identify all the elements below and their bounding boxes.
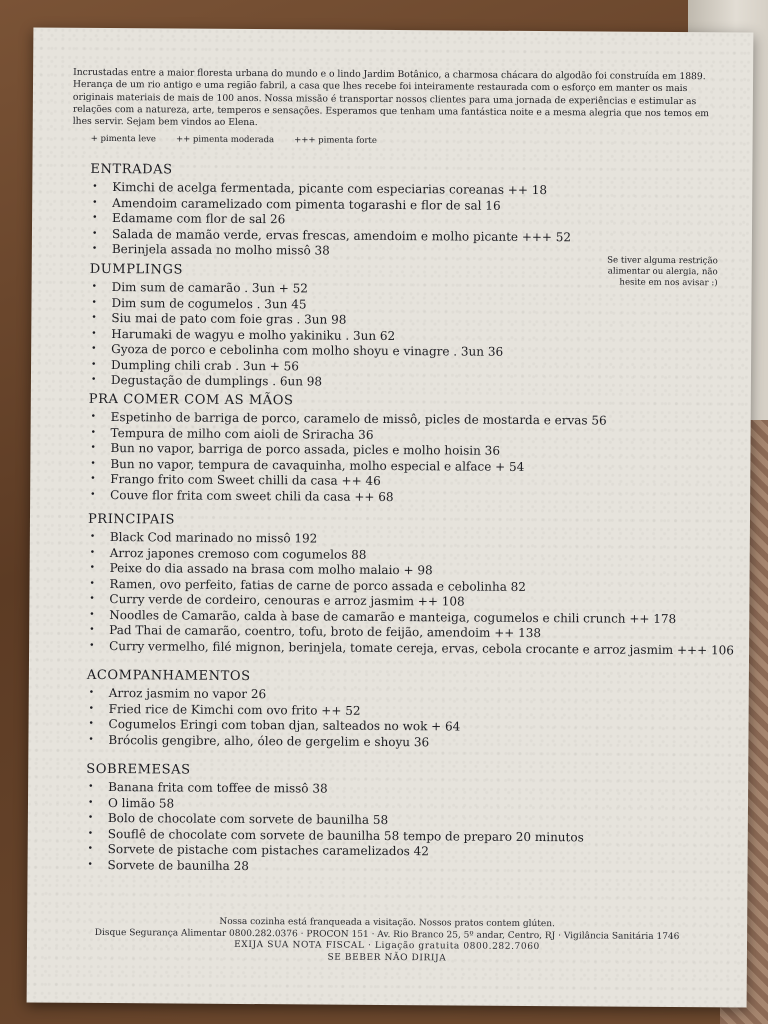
menu-item: • Pad Thai de camarão, coentro, tofu, broto de feijão, amendoim ++ 138 [87,623,737,643]
footer-line-kitchen: Nossa cozinha está franqueada a visitação. Nossos pratos contem glúten. [219,916,555,930]
legend-moderate: ++ pimenta moderada [175,134,275,146]
menu-item: • Banana frita com toffee de missô 38 [86,780,736,800]
menu-item: • Noodles de Camarão, calda à base de camarão e manteiga, cogumelos e chili crunch ++ 178 [87,607,737,627]
menu-sheet [27,27,754,1007]
menu-item: • Tempura de milho com aioli de Sriracha 36 [89,425,739,445]
section-dumplings [89,262,740,393]
section-title: SOBREMESAS [86,761,191,778]
menu-item: • Berinjela assada no molho missô 38 [90,242,740,262]
section-title: DUMPLINGS [89,261,184,278]
menu-item: • Degustação de dumplings . 6un 98 [89,373,739,393]
section-title: PRINCIPAIS [87,511,176,528]
section-entradas [90,162,741,262]
menu-item: • Curry verde de cordeiro, cenouras e arroz jasmim ++ 108 [87,592,737,612]
menu-item: • Souflê de chocolate com sorvete de baunilha 58 tempo de preparo 20 minutos [86,826,736,846]
legend-hot: +++ pimenta forte [294,135,377,146]
menu-item: • Dim sum de camarão . 3un + 52 [90,280,740,300]
section-title: PRA COMER COM AS MÃOS [88,391,294,409]
menu-item: • Bun no vapor, barriga de porco assada, picles e molho hoisin 36 [88,441,738,461]
spice-legend [91,134,377,146]
allergy-note: Se tiver alguma restrição alimentar ou alergia, não hesite em nos avisar :) [607,255,718,289]
menu-item: • Gyoza de porco e cebolinha com molho shoyu e vinagre . 3un 36 [89,342,739,362]
section-principais [87,512,738,659]
menu-item: • Curry vermelho, filé mignon, berinjela, tomate cereja, ervas, cebola crocante e arroz jasmim +++ 106 [87,638,737,658]
menu-item: • Dumpling chili crab . 3un + 56 [89,357,739,377]
section-sobremesas [86,762,737,878]
footer-line-drive: SE BEBER NÃO DIRIJA [327,952,447,963]
menu-item: • Couve flor frita com sweet chili da casa ++ 68 [88,487,738,507]
legend-mild: + pimenta leve [90,133,156,145]
section-title: ENTRADAS [90,161,173,178]
menu-item: • Peixe do dia assado na brasa com molho malaio + 98 [88,561,738,581]
menu-item: • Cogumelos Eringi com toban djan, salteados no wok + 64 [86,717,736,737]
menu-item: • Arroz jasmim no vapor 26 [87,686,737,706]
menu-item: • Harumaki de wagyu e molho yakiniku . 3un 62 [89,326,739,346]
footer-line-safety: Disque Segurança Alimentar 0800.282.0376 · PROCON 151 · Av. Rio Branco 25, 5º andar, Centro, RJ · Vigilância Sanitária 1746 [94,927,680,942]
menu-item: • O limão 58 [86,795,736,815]
menu-item: • Black Cod marinado no missô 192 [88,530,738,550]
menu-item: • Siu mai de pato com foie gras . 3un 98 [89,311,739,331]
menu-item: • Bun no vapor, tempura de cavaquinha, molho especial e alface + 54 [88,456,738,476]
menu-item: • Edamame com flor de sal 26 [90,211,740,231]
menu-item: • Arroz japones cremoso com cogumelos 88 [88,545,738,565]
menu-item: • Bolo de chocolate com sorvete de baunilha 58 [86,811,736,831]
menu-item: • Dim sum de cogumelos . 3un 45 [89,295,739,315]
menu-item: • Espetinho de barriga de porco, caramelo de missô, picles de mostarda e ervas 56 [89,410,739,430]
menu-item: • Frango frito com Sweet chilli da casa ++ 46 [88,472,738,492]
menu-item: • Amendoim caramelizado com pimenta togarashi e flor de sal 16 [90,195,740,215]
menu-item: • Brócolis gengibre, alho, óleo de gergelim e shoyu 36 [86,732,736,752]
footer [27,915,747,966]
section-title: ACOMPANHAMENTOS [86,667,251,685]
footer-line-invoice: EXIJA SUA NOTA FISCAL · Ligação gratuita 0800.282.7060 [234,939,540,953]
menu-item: • Kimchi de acelga fermentada, picante com especiarias coreanas ++ 18 [90,180,740,200]
menu-item: • Salada de mamão verde, ervas frescas, amendoim e molho picante +++ 52 [90,226,740,246]
section-acompanhamentos [86,668,737,753]
section-finger-food [88,392,739,508]
menu-item: • Fried rice de Kimchi com ovo frito ++ 52 [87,701,737,721]
menu-item: • Sorvete de pistache com pistaches caramelizados 42 [86,842,736,862]
menu-item: • Sorvete de baunilha 28 [86,857,736,877]
menu-item: • Ramen, ovo perfeito, fatias de carne de porco assada e cebolinha 82 [87,576,737,596]
intro-text: Incrustadas entre a maior floresta urbana do mundo e o lindo Jardim Botânico, a charmosa chácara do algodão foi construída em 1889. Herança de um rio antigo e uma região fabril, a casa que lhes recebe foi inteiramente restaurada com o esforço em manter os mais originais materiais de mais de 100 anos. Nossa missão é transportar nossos clientes para uma jornada de experiências e estimular as relações com a natureza, arte, temperos e sensações. Esperamos que tenham uma fantástica noite e a mesma alegria que nos temos em lhes servir. Sejam bem vindos ao Elena. [72,66,710,129]
